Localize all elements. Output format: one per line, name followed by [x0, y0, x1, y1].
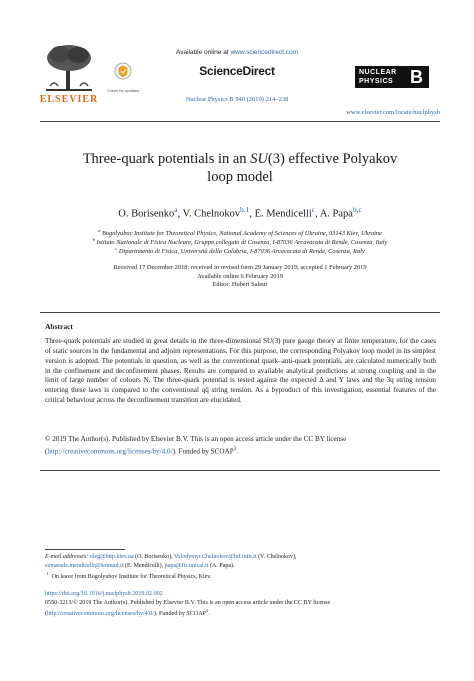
author-affil-mark[interactable]: b,1: [240, 205, 250, 214]
abstract-bottom-divider: [40, 470, 440, 471]
email-addresses: [45, 553, 436, 570]
author-affil-mark[interactable]: c: [311, 205, 316, 214]
sciencedirect-logo: ScienceDirect: [199, 64, 275, 78]
author-name[interactable]: V. Chelnokov: [182, 208, 241, 220]
journal-homepage-link[interactable]: www.elsevier.com/locate/nuclphysb: [346, 109, 440, 116]
footnote-text: On leave from Bogolyubov Institute for Theoretical Physics, Kiev.: [51, 574, 212, 581]
author-list: O. Borisenko$^a$, V. Chelnokov$^{b,1}$, E. Mendicelli$^c$, A. Papa$^{b,c}$: [118, 205, 362, 220]
author-affil-mark[interactable]: a: [174, 205, 178, 214]
affiliation-mark: c: [115, 246, 118, 251]
affiliation-text: Istituto Nazionale di Fisica Nucleare, Gruppo collegato di Cosenza, I-87036 Arcavacata di Rende, Cosenza, Italy: [96, 239, 388, 247]
author-name[interactable]: O. Borisenko: [118, 208, 175, 220]
title-su: SU: [250, 151, 268, 167]
title-line2: loop model: [207, 169, 273, 185]
copyright-end: .: [236, 447, 238, 456]
title-part1: Three-quark potentials in an: [82, 151, 251, 167]
email-link[interactable]: papa@fis.unical.it: [164, 562, 209, 569]
title-part2: (3) effective Polyakov: [267, 151, 398, 167]
elsevier-tree-logo: [40, 42, 98, 92]
received-dates: Received 17 December 2018; received in revised form 29 January 2019; accepted 1 February 2019: [113, 264, 367, 271]
issn-license: 0550-3213/© 2019 The Author(s). Published by Elsevier B.V. This is an open access article under the CC BY license (http://creativecommons.org/licenses/by/4.0/). Funded by SCOAP$^3$.: [45, 599, 331, 618]
issn-text: 0550-3213/© 2019 The Author(s). Published by Elsevier B.V. This is an open access article under the CC BY license: [45, 599, 331, 606]
doi-link[interactable]: https://doi.org/10.1016/j.nuclphysb.2019.02.002: [45, 591, 163, 597]
header-divider: [40, 121, 440, 122]
footnote-mark: 1: [46, 571, 49, 577]
funded-text: ). Funded by SCOAP: [153, 611, 207, 618]
affiliation-mark: a: [98, 228, 101, 233]
license-link[interactable]: http://creativecommons.org/licenses/by/4.0/: [47, 611, 154, 618]
copyright-text: © 2019 The Author(s). Published by Elsevier B.V. This is an open access article under the CC BY license: [45, 435, 347, 443]
journal-reference[interactable]: Nuclear Physics B 940 (2019) 214–238: [185, 96, 289, 103]
abstract-top-divider: [40, 312, 440, 313]
affiliation-mark: b: [92, 237, 95, 242]
email-owner: (V. Chelnokov),: [256, 554, 297, 560]
cc-license-link[interactable]: http://creativecommons.org/licenses/by/4.0/: [47, 447, 173, 456]
available-prefix: Available online at: [175, 49, 231, 56]
funded-sup: 3: [206, 608, 209, 614]
author-affil-mark[interactable]: b,c: [352, 205, 362, 214]
article-title: [40, 150, 440, 186]
email-owner: (O. Borisenko),: [133, 554, 174, 560]
footnotes: [45, 553, 436, 582]
footnote-1: [45, 570, 436, 582]
email-owner: (E. Mendicelli),: [123, 562, 165, 569]
nuclear-physics-b-logo: [355, 66, 429, 88]
copyright-funded: ). Funded by SCOAP: [172, 447, 234, 456]
journal-logo-line1: NUCLEAR: [359, 69, 397, 76]
editor: Editor: Hubert Saleur: [212, 281, 268, 289]
email-owner: (A. Papa).: [208, 562, 235, 569]
available-online-date: Available online 6 February 2019: [197, 272, 283, 280]
author-name[interactable]: E. Mendicelli: [254, 208, 312, 220]
publisher-name: ELSEVIER: [39, 94, 99, 105]
email-label: E-mail addresses:: [45, 554, 89, 560]
journal-logo-line2: PHYSICS: [359, 78, 394, 85]
email-link[interactable]: ezmaoule.mendicelli@hotmail.it: [45, 562, 124, 569]
journal-logo-letter: B: [410, 67, 423, 87]
abstract-body: Three-quark potentials are studied in great details in the three-dimensional SU(3) pure gauge theory at finite temperature, for the cases of static sources in the fundamental and adjoint representations. For this purpose, the corresponding Polyakov loop model in its simplest version is adopted. The potentials in question, as well as the conventional quark–anti-quark potentials, are calculated numerically both in the confinement and deconfinement phases. Results are compared to available analytical predictions at strong coupling and in the limit of large number of colours N. The three-quark potential is tested against the expected Δ and Y laws and the 3q string tension entering these laws is compared to the conventional qq̄ string tension. As a byproduct of this investigation, essential features of the critical behaviour across the deconfinement transition are elucidated.: [45, 337, 436, 405]
author-name[interactable]: A. Papa: [319, 208, 353, 220]
affiliation-text: Bogolyubov Institute for Theoretical Physics, National Academy of Sciences of Ukraine, 03143 Kiev, Ukraine: [101, 230, 382, 238]
article-dates: [40, 264, 440, 290]
available-online: [130, 49, 344, 56]
abstract-heading: Abstract: [45, 322, 73, 331]
funded-end: .: [208, 611, 210, 618]
footnote-divider: [45, 549, 125, 550]
affiliation: [40, 245, 440, 257]
email-link[interactable]: oleg@bitp.kiev.ua: [89, 554, 134, 560]
sciencedirect-link[interactable]: www.sciencedirect.com: [230, 49, 298, 56]
check-for-updates-label: Check for updates: [106, 88, 140, 93]
copyright-sup: 3: [233, 446, 237, 452]
abstract-copyright: © 2019 The Author(s). Published by Elsevier B.V. This is an open access article under the CC BY license (http://creativecommons.org/licenses/by/4.0/). Funded by SCOAP$^3$.: [45, 435, 347, 456]
affiliation-text: Dipartimento di Fisica, Università della Calabria, I-87036 Arcavacata di Rende, Cosenza, Italy: [118, 248, 365, 256]
article-bottom-info: [45, 590, 436, 619]
email-link[interactable]: Volodymyr.Chelnokov@lnf.infn.it: [173, 554, 257, 560]
